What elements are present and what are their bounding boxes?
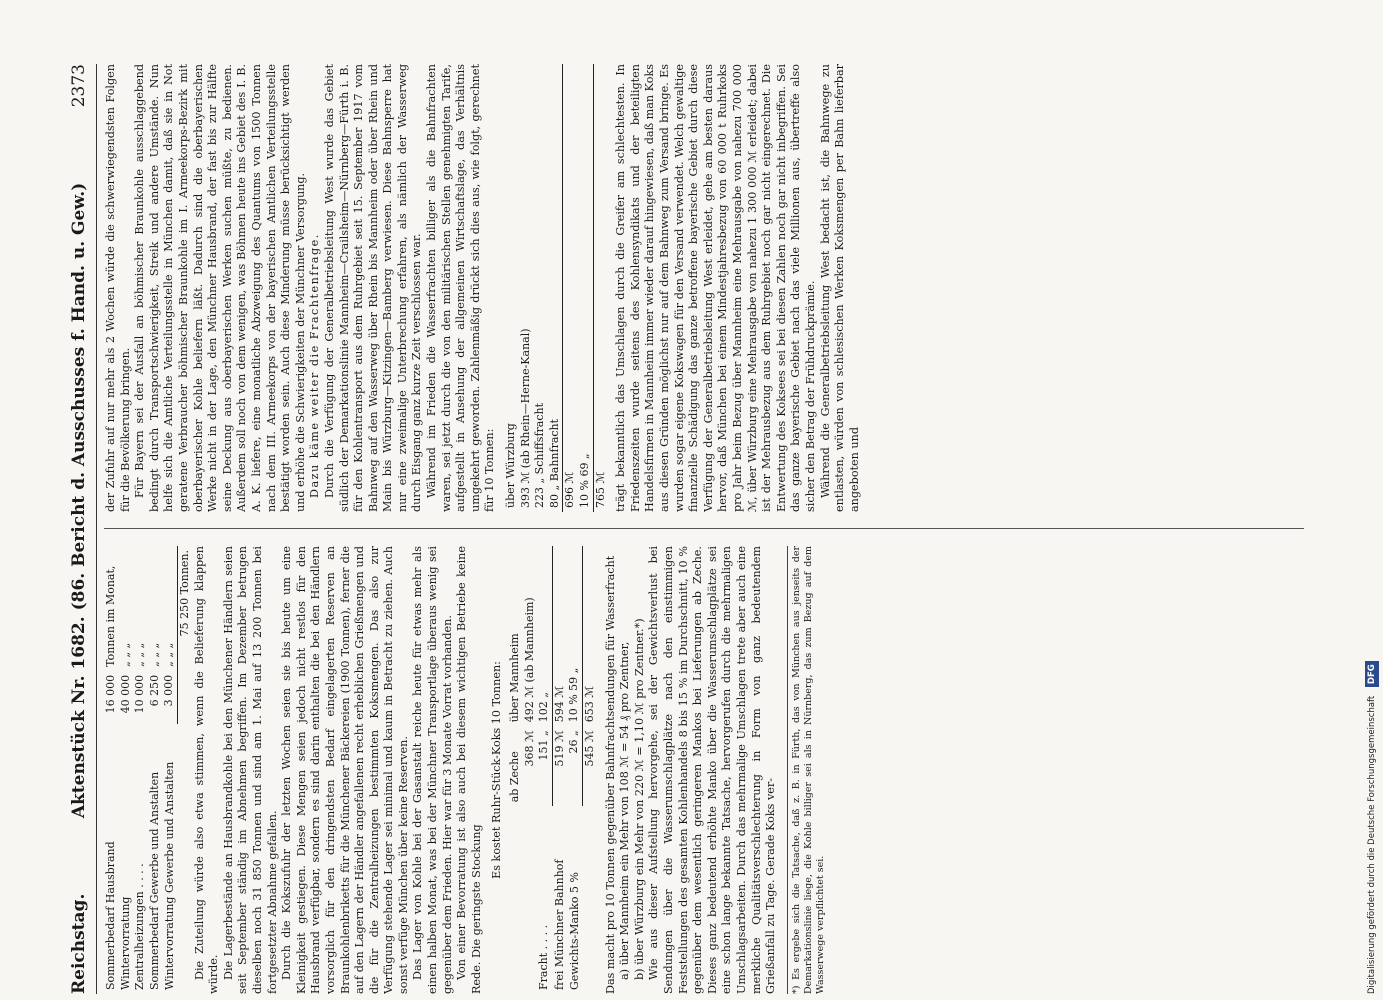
freight-label — [523, 806, 538, 994]
demand-table — [104, 546, 193, 994]
row-unit: „ „ „ — [118, 642, 132, 667]
freight-cell: 10 % 59 „ — [567, 667, 581, 723]
paragraph: Dazu käme weiter die Frachtenfrage. — [308, 233, 322, 498]
freight-cell: 223 „ Schiffsfracht — [533, 403, 547, 508]
page-content — [62, 64, 1312, 994]
freight-header-row — [508, 546, 523, 994]
freight-header-row — [504, 64, 519, 512]
paragraph: Von einer Bevorratung ist also auch bei diesem wichtigen Betriebe keine Rede. Die geringste Stockung — [455, 546, 483, 994]
paragraph: Für Bayern sei der Ausfall an böhmischer Braunkohle ausschlaggebend bedingt durch Transportschwierigkeit, Streik und andere Umstände. Nun helfe sich die Amtliche Verteilungsstelle in München damit, daß sie in Not geratene Verbraucher böhmischer Braunkohle im I. Armeekorps-Bezirk mit oberbayerischer Kohle beliefern läßt. Dadurch sind die oberbayerischen Werke nicht in der Lage, den Münchner Hausbrand, der fast bis zur Hälfte seine Deckung aus oberbayerischen Werken suchen müßte, zu bedienen. Außerdem soll noch von dem wenigen, was Böhmen heute ins Gebiet des I. B. A. K. liefere, eine monatliche Abzweigung des Quantums von 1500 Tonnen nach dem III. Armeekorps von der bayerischen Amtlichen Verteilungsstelle bestätigt worden sein. Auch diese Minderung müsse berücksichtigt werden und erhöhe die Schwierigkeiten der Münchner Versorgung. — [133, 64, 307, 512]
header-title: Aktenstück Nr. 1682. (86. Bericht d. Ausschusses f. Hand. u. Gew.) — [69, 182, 89, 819]
freight-table — [508, 546, 598, 994]
freight-title: Es kostet Ruhr-Stück-Koks 10 Tonnen: — [490, 661, 504, 879]
paragraph: Während die Generalbetriebsleitung West bedacht ist, die Bahnwege zu entlasten, würden von schlesischen Werken Koksmengen per Bahn lieferbar angeboten und — [818, 64, 861, 512]
digitization-stamp — [1365, 4, 1379, 994]
freight-row — [563, 64, 578, 512]
freight-cell: 368 ℳ — [522, 730, 536, 767]
freight-row — [533, 64, 548, 512]
row-label: Sommerbedarf Hausbrand — [104, 841, 117, 990]
right-column — [104, 64, 1304, 512]
freight-cell: 492 ℳ (ab Mannheim) — [522, 597, 536, 723]
row-value: 40 000 — [118, 674, 132, 714]
freight-row — [567, 546, 582, 994]
freight-label: frei Münchner Bahnhof — [552, 859, 566, 990]
freight-cell: 102 „ — [537, 692, 551, 723]
freight-cell: 594 ℳ — [552, 546, 567, 726]
freight-row — [537, 546, 552, 994]
row-label: Zentralheizungen . . . . — [133, 863, 147, 990]
list-item: a) über Mannheim ein Mehr von 108 ℳ = 54 ₰ pro Zentner, — [618, 641, 632, 980]
table-row — [133, 546, 148, 994]
freight-cell: 26 „ — [567, 730, 581, 754]
freight-row — [523, 546, 538, 994]
row-label: Wintervorratung — [118, 896, 132, 990]
row-value: 3 000 — [162, 674, 176, 707]
freight-cell: 393 ℳ (ab Rhein—Herne-Kanal) — [518, 328, 532, 508]
row-label: Sommerbedarf Gewerbe und Anstalten — [147, 771, 161, 990]
table-total: 75 250 Tonnen. — [177, 546, 192, 724]
freight-label: Gewichts-Manko 5 % — [567, 872, 581, 990]
paragraph: Während im Frieden die Wasserfrachten billiger als die Bahnfrachten waren, sei jetzt durch die von den militärischen Stellen genehmigten Tarife, aufgestellt in Ansehung der allgemeinen Wirtschaftslage, das Verhältnis umgekehrt geworden. Zahlenmäßig drückt sich dies aus, wie folgt, gerechnet für 10 Tonnen: — [425, 64, 497, 512]
paragraph: Durch die Verfügung der Generalbetriebsleitung West wurde das Gebiet südlich der Demarkationslinie Mannheim—Crailsheim—Nürnberg—Fürth i. B. für den Kohlentransport aus dem Ruhrgebiet seit 15. September 1917 vom Bahnweg auf den Wasserweg über Rhein bis Mannheim oder über Rhein und Main bis Würzburg—Kitzingen—Bamberg verwiesen. Diese Bahnsperre hat nur eine zweimalige Unterbrechung erfahren, als nämlich der Wasserweg durch Eisgang ganz kurze Zeit verschlossen war. — [322, 64, 424, 512]
paragraph: der Zufuhr auf nur mehr als 2 Wochen würde die schwerwiegendsten Folgen für die Bevölkerung bringen. — [104, 64, 132, 512]
freight-table-wuerzburg — [504, 64, 608, 512]
row-unit: „ „ „ — [162, 642, 176, 667]
freight-total-row — [583, 546, 598, 994]
freight-row — [548, 64, 563, 512]
freight-total: 545 ℳ — [583, 726, 598, 806]
freight-row — [519, 64, 534, 512]
page-header — [62, 64, 97, 994]
freight-cell: 519 ℳ — [552, 726, 567, 806]
row-value: 16 000 — [104, 674, 117, 714]
freight-cell: 151 „ — [537, 730, 551, 761]
paragraph: Das macht pro 10 Tonnen gegenüber Bahnfrachtsendungen für Wasserfracht — [603, 555, 617, 994]
row-unit: Tonnen im Monat, — [104, 565, 117, 667]
list-item: b) über Würzburg ein Mehr von 220 ℳ = 1,10 ℳ pro Zentner.*) — [632, 618, 646, 980]
freight-label: Fracht . . . . — [537, 924, 551, 990]
left-column — [104, 546, 1304, 994]
paragraph: Die Lagerbestände an Hausbrandkohle bei den Münchener Händlern seien seit September ständig im Abnehmen begriffen. Im Dezember betrugen dieselben noch 31 850 Tonnen und sind am 1. Mai auf 13 200 Tonnen bei fortgesetzter Abnahme gefallen. — [221, 546, 279, 994]
row-unit: „ „ „ — [133, 642, 147, 667]
column-divider — [104, 528, 1304, 529]
freight-row — [552, 546, 567, 994]
freight-header: über Würzburg — [504, 423, 518, 508]
table-row — [148, 546, 163, 994]
page-number: 2373 — [69, 64, 89, 108]
freight-cell: 80 „ Bahnfracht — [547, 418, 561, 508]
paragraph: Wie aus dieser Aufstellung hervorgehe, sei der Gewichtsverlust bei Sendungen über die Wasserumschlagplätze nach den einstimmigen Feststellungen des gesamten Kohlenhandels 8 bis 15 % im Durchschnitt, 10 % gegenüber dem wesentlich geringeren Mankos bei Lieferungen ab Zeche. Dieses ganz bedeutend erhöhte Manko über die Wasserumschlagplätze sei eine schon lange bekannte Tatsache, hervorgerufen durch die mehrmaligen Umschlagsarbeiten. Durch das mehrmalige Umschlagen trete aber auch eine merkliche Qualitätsverschlechterung in Form von ganz bedeutendem Grießanfall zu Tage. Gerade Koks ver- — [647, 546, 778, 994]
freight-header — [508, 806, 523, 994]
header-left: Reichstag. — [69, 893, 89, 994]
row-label: Wintervorratung Gewerbe und Anstalten — [162, 761, 176, 990]
paragraph: Die Zuteilung würde also etwa stimmen, wenn die Belieferung klappen würde. — [192, 546, 221, 994]
row-value: 6 250 — [147, 674, 161, 707]
table-row — [104, 546, 119, 994]
freight-total-row — [593, 64, 608, 512]
freight-total: 653 ℳ — [583, 546, 598, 726]
rotated-page-area — [62, 64, 1312, 994]
dfg-logo: DFG — [1365, 661, 1379, 687]
table-total-row — [177, 546, 192, 994]
paragraph: Das Lager von Kohle bei der Gasanstalt reiche heute für etwas mehr als einen halben Monat, was bei der Münchner Transportlage überaus wenig sei gegenüber dem Frieden. Hier war für 3 Monate Vorrat vorhanden. — [411, 546, 454, 994]
paragraph: Durch die Kokszufuhr der letzten Wochen seien sie bis heute um eine Kleinigkeit gestiegen. Diese Mengen seien jedoch nicht restlos für den Hausbrand verfügbar, sondern es sind darin enthalten die bei den Händlern vorsorglich für den dringendsten Bedarf eingelagerten Reserven an Braunkohlenbriketts für die Münchener Bäckereien (1900 Tonnen), ferner die auf den Lagern der Händler angefallenen recht erheblichen Grießmengen und die für die Zentralheizungen bestimmten Koksmengen. Das also zur Verfügung stehende Lager sei minimal und kaum in Betracht zu ziehen. Auch sonst verfüge München über keine Reserven. — [280, 546, 410, 994]
row-unit: „ „ „ — [147, 642, 161, 667]
freight-total: 765 ℳ — [593, 64, 608, 512]
freight-row — [578, 64, 593, 512]
footnote: *) Es ergebe sich die Tatsache, daß z. B. in Fürth, das von München aus jenseits der Demarkationslinie liege, die Kohle billiger sei als in Nürnberg, das zum Bezug auf dem Wasserwege verpflichtet sei. — [787, 546, 827, 994]
freight-cell: 696 ℳ — [563, 64, 578, 512]
freight-header: über Mannheim — [508, 633, 522, 723]
paragraph: trägt bekanntlich das Umschlagen durch die Greifer am schlechtesten. In Friedenszeiten wurde seitens des Kohlensyndikats und der beteiligten Handelsfirmen in Mannheim immer wieder darauf hingewiesen, daß man Koks aus diesen Gründen möglichst nur auf dem Bahnweg zum Versand bringe. Es wurden sogar eigene Kokswagen für den Versand verwendet. Welch gewaltige finanzielle Schädigung das ganze betroffene bayerische Gebiet durch diese Verfügung der Generalbetriebsleitung West erleidet, gehe am besten daraus hervor, daß München bei einem Mindestjahresbezug von 60 000 t Ruhrkoks pro Jahr beim Bezug über Mannheim eine Mehrausgabe von nahezu 700 000 ℳ, über Würzburg eine Mehrausgabe von nahezu 1 300 000 ℳ erleidet; dabei ist der Mehrausbezug aus dem Ruhrgebiet noch gar nicht eingerechnet. Die Entwertung des Koksees sei bei diesen Zahlen noch gar nicht inbegriffen. Sei das ganze bayerische Gebiet nach das viele Millionen aus, übertreffe also sicher den Betrag der Frühdruckprämie. — [614, 64, 817, 512]
table-row — [119, 546, 134, 994]
freight-header: ab Zeche — [508, 751, 522, 803]
freight-cell: 10 % 69 „ — [578, 453, 591, 508]
row-value: 10 000 — [133, 674, 147, 714]
stamp-text: Digitalisierung gefördert durch die Deutsche Forschungsgemeinschaft — [1367, 695, 1377, 994]
table-row — [162, 546, 177, 994]
